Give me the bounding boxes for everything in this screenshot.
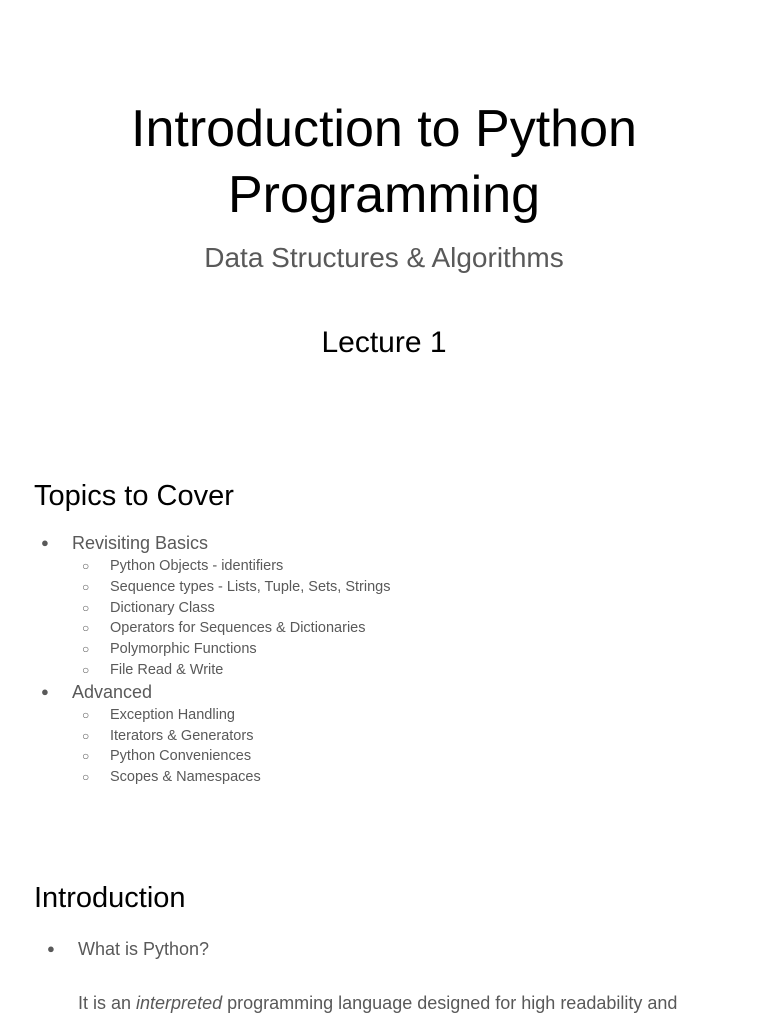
list-item-label: Exception Handling [110, 706, 235, 723]
list-item-label: File Read & Write [110, 661, 224, 678]
paragraph-suffix: programming language designed for high readability and [222, 993, 678, 1013]
list-item [34, 938, 734, 960]
list-item [72, 660, 734, 681]
title-line-2: Programming [227, 166, 541, 224]
circle-bullet-icon: ○ [82, 642, 90, 657]
circle-bullet-icon: ○ [82, 728, 90, 743]
topic-group-advanced [34, 681, 734, 788]
topics-list [34, 532, 734, 788]
list-item [72, 746, 734, 767]
list-item [72, 618, 734, 639]
topic-group-basics [34, 532, 734, 681]
list-item-label: Scopes & Namespaces [110, 769, 261, 786]
question-text: What is Python? [78, 939, 210, 959]
bullet-icon: ● [41, 683, 49, 699]
list-item-label: Python Objects - identifiers [110, 558, 284, 574]
list-item-label: Python Conveniences [110, 748, 252, 765]
circle-bullet-icon: ○ [82, 600, 90, 615]
document-title [0, 96, 768, 228]
circle-bullet-icon: ○ [82, 770, 90, 785]
topic-sublist [72, 556, 734, 681]
topics-heading: Topics to Cover [34, 480, 234, 512]
document-subtitle: Data Structures & Algorithms [204, 242, 564, 273]
introduction-section [34, 880, 734, 1016]
introduction-paragraph [78, 990, 728, 1016]
paragraph-emphasis: interpreted [136, 993, 223, 1013]
bullet-icon: ● [47, 941, 55, 956]
circle-bullet-icon: ○ [82, 621, 90, 636]
circle-bullet-icon: ○ [82, 662, 90, 677]
title-block [0, 96, 768, 362]
bullet-icon: ● [41, 535, 49, 550]
circle-bullet-icon: ○ [82, 559, 90, 573]
topic-group-label: Advanced [72, 681, 153, 702]
paragraph-prefix: It is an [78, 993, 137, 1013]
circle-bullet-icon: ○ [82, 749, 90, 764]
topics-section [34, 478, 734, 788]
list-item [72, 767, 734, 788]
circle-bullet-icon: ○ [82, 707, 90, 722]
topic-group-row [41, 532, 734, 554]
topic-group-label: Revisiting Basics [72, 533, 209, 553]
circle-bullet-icon: ○ [82, 579, 90, 594]
list-item-label: Iterators & Generators [110, 727, 254, 744]
list-item [72, 556, 734, 577]
list-item-label: Sequence types - Lists, Tuple, Sets, Strings [110, 578, 391, 595]
introduction-list [34, 938, 734, 960]
introduction-heading: Introduction [34, 882, 186, 914]
list-item-label: Polymorphic Functions [110, 641, 257, 658]
list-item-label: Dictionary Class [110, 599, 215, 616]
list-item [72, 598, 734, 619]
list-item [72, 726, 734, 747]
list-item [72, 639, 734, 660]
topic-group-row [41, 681, 734, 703]
lecture-label: Lecture 1 [321, 326, 447, 359]
title-line-1: Introduction to Python [131, 100, 637, 158]
topic-sublist [72, 705, 734, 788]
list-item [72, 705, 734, 726]
list-item [72, 577, 734, 598]
list-item-label: Operators for Sequences & Dictionaries [110, 620, 366, 637]
